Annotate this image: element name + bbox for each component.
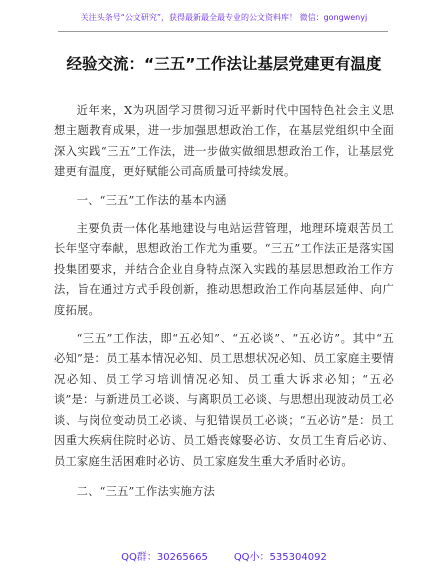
section-heading-1: 一、“三五”工作法的基本内涵 xyxy=(76,193,227,207)
paragraph-background: 主要负责一体化基地建设与电站运营管理，地理环境艰苦员工长年坚守奉献，思想政治工作尤为重要。“三五”工作法正是落实国投集团要求，并结合企业自身特点深入实践的基层思想政治工作方法，旨在通过方式手段创新，推动思想政治工作向基层延伸、向广度拓展。 xyxy=(54,222,394,317)
top-banner: 关注头条号“公文研究”，获得最新最全最专业的公文资料库！ 微信：gongwenyj xyxy=(80,13,368,22)
footer-contacts xyxy=(0,548,448,563)
footer-qq: QQ小：535304092 xyxy=(233,552,327,563)
header-divider xyxy=(58,31,388,32)
paragraph-definition: “三五”工作法，即“五必知”、“五必谈”、“五必访”。其中“五必知”是：员工基本情况必知、员工思想状况必知、员工家庭主要情况必知、员工学习培训情况必知、员工重大诉求必知；“五必谈”是：与新进员工必谈、与离职员工必谈、与思想出现波动员工必谈、与岗位变动员工必谈、与犯错误员工必谈；“五必访”是：员工因重大疾病住院时必访、员工婚丧嫁娶必访、女员工生育后必访、员工家庭生活困难时必访、员工家庭发生重大矛盾时必访。 xyxy=(54,332,394,468)
document-body xyxy=(54,101,394,502)
section-heading-2: 二、“三五”工作法实施方法 xyxy=(76,484,216,498)
footer-qq-group: QQ群：30265665 xyxy=(121,552,208,563)
document-title: 经验交流：“三五”工作法让基层党建更有温度 xyxy=(66,55,382,73)
paragraph-intro: 近年来，X为巩固学习贯彻习近平新时代中国特色社会主义思想主题教育成果，进一步加强思想政治工作，在基层党组织中全面深入实践“三五”工作法，进一步做实做细思想政治工作，让基层党建更有温度，更好赋能公司高质量可持续发展。 xyxy=(54,104,394,179)
